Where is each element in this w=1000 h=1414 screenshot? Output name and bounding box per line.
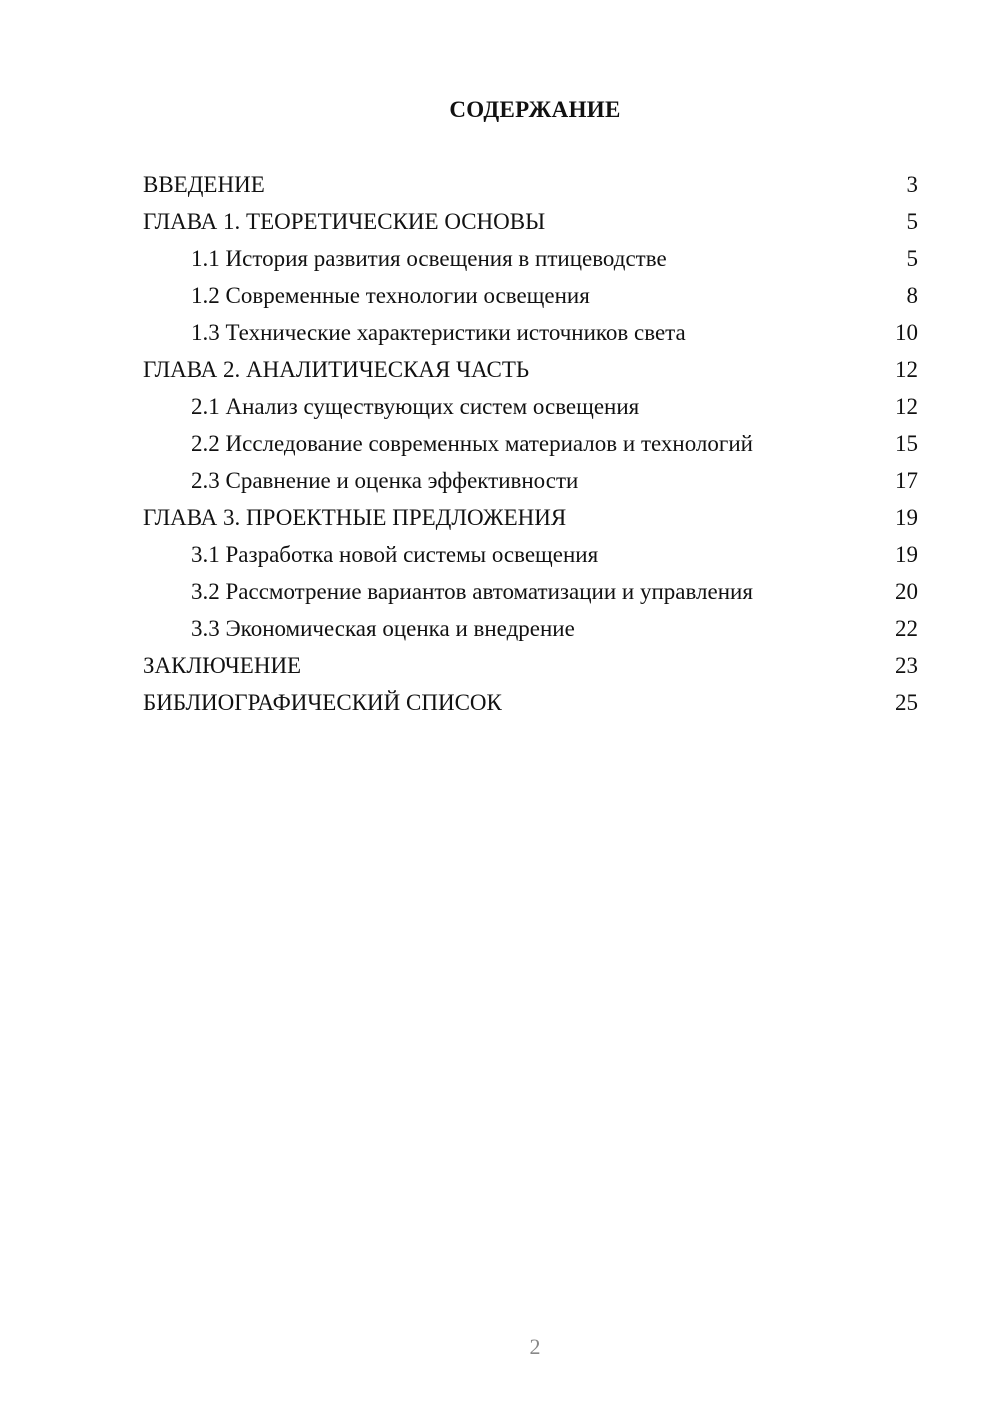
toc-entry-label: БИБЛИОГРАФИЧЕСКИЙ СПИСОК (143, 690, 502, 715)
toc-subentry[interactable] (143, 610, 918, 647)
toc-entry[interactable] (143, 684, 918, 721)
toc-subentry[interactable] (143, 240, 918, 277)
toc-entry-label: 2.2 Исследование современных материалов и технологий (191, 431, 753, 456)
toc-entry-label: 3.1 Разработка новой системы освещения (191, 542, 599, 567)
page-number: 2 (529, 1334, 541, 1359)
toc-entry-label: 3.3 Экономическая оценка и внедрение (191, 616, 575, 641)
toc-subentry[interactable] (143, 388, 918, 425)
toc-subentry[interactable] (143, 314, 918, 351)
toc-entry-page: 3 (906, 172, 918, 197)
table-of-contents (143, 166, 918, 721)
toc-entry-page: 8 (906, 283, 918, 308)
toc-entry-label: 1.3 Технические характеристики источников света (191, 320, 686, 345)
toc-subentry[interactable] (143, 573, 918, 610)
toc-entry-page: 10 (895, 320, 918, 345)
toc-entry-page: 15 (895, 431, 918, 456)
toc-entry-label: 2.1 Анализ существующих систем освещения (191, 394, 640, 419)
toc-subentry[interactable] (143, 536, 918, 573)
toc-entry[interactable] (143, 647, 918, 684)
toc-entry-page: 20 (895, 579, 918, 604)
toc-entry-label: 1.1 История развития освещения в птицеводстве (191, 246, 667, 271)
toc-entry-label: 3.2 Рассмотрение вариантов автоматизации и управления (191, 579, 753, 604)
toc-entry-page: 12 (895, 357, 918, 382)
toc-entry[interactable] (143, 499, 918, 536)
page-title: СОДЕРЖАНИЕ (449, 97, 621, 122)
toc-entry-page: 19 (895, 542, 918, 567)
toc-entry-label: ГЛАВА 1. ТЕОРЕТИЧЕСКИЕ ОСНОВЫ (143, 209, 546, 234)
toc-subentry[interactable] (143, 425, 918, 462)
toc-entry[interactable] (143, 203, 918, 240)
toc-entry-page: 5 (906, 246, 918, 271)
toc-entry-page: 5 (906, 209, 918, 234)
toc-subentry[interactable] (143, 462, 918, 499)
toc-subentry[interactable] (143, 277, 918, 314)
toc-entry-label: 1.2 Современные технологии освещения (191, 283, 590, 308)
toc-entry-label: ВВЕДЕНИЕ (143, 172, 265, 197)
toc-entry-label: ГЛАВА 3. ПРОЕКТНЫЕ ПРЕДЛОЖЕНИЯ (143, 505, 567, 530)
toc-entry-page: 17 (895, 468, 918, 493)
toc-entry-page: 12 (895, 394, 918, 419)
toc-entry[interactable] (143, 166, 918, 203)
toc-entry-page: 23 (895, 653, 918, 678)
toc-entry[interactable] (143, 351, 918, 388)
toc-entry-page: 22 (895, 616, 918, 641)
toc-entry-page: 19 (895, 505, 918, 530)
toc-entry-label: ГЛАВА 2. АНАЛИТИЧЕСКАЯ ЧАСТЬ (143, 357, 530, 382)
toc-entry-page: 25 (895, 690, 918, 715)
toc-entry-label: ЗАКЛЮЧЕНИЕ (143, 653, 302, 678)
toc-entry-label: 2.3 Сравнение и оценка эффективности (191, 468, 579, 493)
